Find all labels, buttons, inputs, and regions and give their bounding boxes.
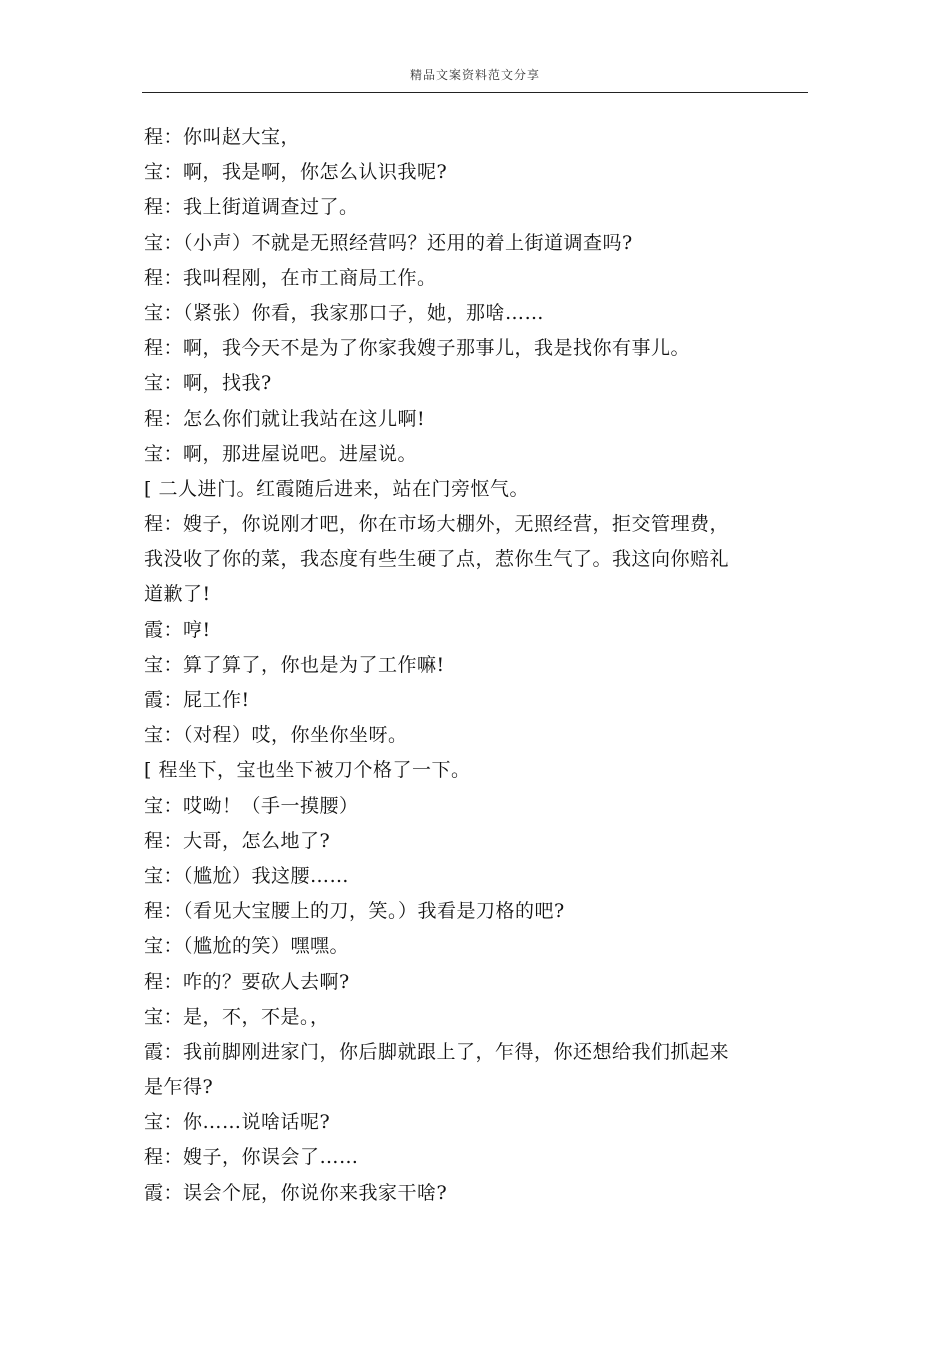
dialogue-line: 宝：（小声）不就是无照经营吗？还用的着上街道调查吗? xyxy=(144,231,633,254)
dialogue-line: 程：（看见大宝腰上的刀，笑。）我看是刀格的吧? xyxy=(144,900,565,923)
dialogue-line: 程：嫂子，你误会了…… xyxy=(144,1146,359,1169)
dialogue-line: 霞：我前脚刚进家门，你后脚就跟上了，乍得，你还想给我们抓起来 xyxy=(144,1040,730,1063)
dialogue-line: 霞：屁工作! xyxy=(144,689,250,711)
script-body xyxy=(144,120,784,1211)
dialogue-line: 程：咋的？要砍人去啊? xyxy=(144,970,350,993)
dialogue-line: 程：大哥，怎么地了? xyxy=(144,829,331,852)
stage-direction: [ 二人进门。红霞随后进来，站在门旁怄气。 xyxy=(144,477,529,500)
dialogue-line: 宝：啊，那进屋说吧。进屋说。 xyxy=(144,442,418,465)
dialogue-line: 霞：误会个屁，你说你来我家干啥? xyxy=(144,1181,448,1204)
dialogue-line: 宝：算了算了，你也是为了工作嘛! xyxy=(144,653,445,676)
dialogue-line: 程：我叫程刚，在市工商局工作。 xyxy=(144,266,437,289)
page-header xyxy=(142,66,808,93)
dialogue-line: 宝：啊，找我? xyxy=(144,372,272,395)
dialogue-line: 宝：（对程）哎，你坐你坐呀。 xyxy=(144,724,408,747)
dialogue-line: 宝：哎呦！（手一摸腰） xyxy=(144,794,359,817)
dialogue-line-continued: 是乍得? xyxy=(144,1076,214,1099)
stage-direction: [ 程坐下，宝也坐下被刀个格了一下。 xyxy=(144,759,471,782)
dialogue-line-continued: 道歉了! xyxy=(144,583,211,606)
header-title: 精品文案资料范文分享 xyxy=(409,68,540,82)
dialogue-line: 宝：（尴尬）我这腰…… xyxy=(144,864,350,887)
dialogue-line: 宝：是，不，不是。， xyxy=(144,1005,330,1028)
dialogue-line: 宝：（紧张）你看，我家那口子，她，那啥…… xyxy=(144,301,545,324)
dialogue-line: 宝：（尴尬的笑）嘿嘿。 xyxy=(144,935,350,958)
dialogue-line: 霞：哼! xyxy=(144,618,211,641)
dialogue-line: 程：怎么你们就让我站在这儿啊! xyxy=(144,407,426,430)
dialogue-line: 程：我上街道调查过了。 xyxy=(144,196,359,219)
dialogue-line-continued: 我没收了你的菜，我态度有些生硬了点，惹你生气了。我这向你赔礼 xyxy=(144,548,730,571)
dialogue-line: 程：嫂子，你说刚才吧，你在市场大棚外，无照经营，拒交管理费， xyxy=(144,513,730,536)
dialogue-line: 程：你叫赵大宝， xyxy=(144,126,301,148)
dialogue-line: 程：啊，我今天不是为了你家我嫂子那事儿，我是找你有事儿。 xyxy=(144,337,691,360)
dialogue-line: 宝：你……说啥话呢? xyxy=(144,1111,331,1134)
dialogue-line: 宝：啊，我是啊，你怎么认识我呢? xyxy=(144,161,448,184)
